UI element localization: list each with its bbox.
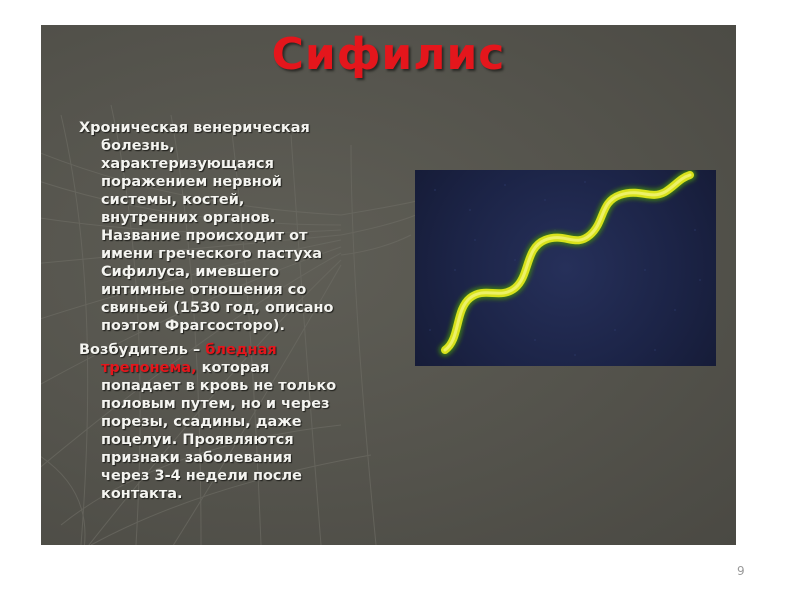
treponema-micrograph-image — [415, 170, 716, 366]
pathogen-label: Возбудитель – — [79, 342, 206, 358]
pathogen-paragraph — [79, 341, 441, 503]
slide-title: Сифилис — [271, 29, 506, 80]
spirochete-illustration — [415, 170, 716, 366]
slide — [41, 25, 736, 545]
page-number: 9 — [737, 564, 745, 578]
description-paragraph: Хроническая венерическая болезнь, характеризующаяся поражением нервной системы, костей, внутренних органов. Название происходит от имени греческого пастуха Сифилуса, имевшего интимные отношения со свиньей (1530 год, описано поэтом Фрагсосторо). — [79, 120, 334, 334]
pathogen-description: которая попадает в кровь не только половым путем, но и через порезы, ссадины, даже поцелуи. Проявляются признаки заболевания через 3-4 недели после контакта. — [101, 360, 337, 502]
pathogen-name-highlight: бледная трепонема, — [101, 342, 277, 376]
